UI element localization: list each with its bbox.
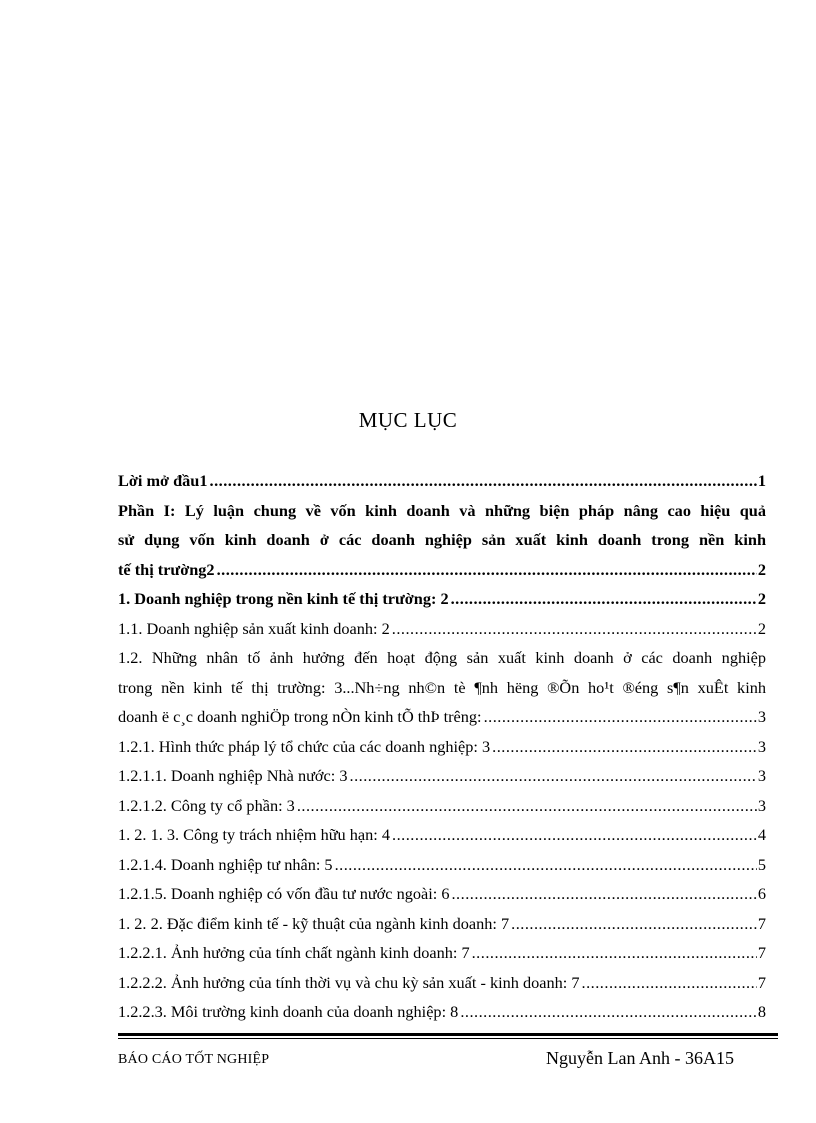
toc-entry[interactable] [118,791,766,821]
toc-entry[interactable] [118,968,766,998]
toc-entry-page: 7 [757,913,766,933]
toc-entry-text: Lời mở đầu1 [118,471,208,490]
toc-entry[interactable] [118,761,766,791]
toc-entry-page: 3 [757,707,766,726]
toc-entry-line[interactable]: sử dụng vốn kinh doanh ở các doanh nghiệp sản xuất kinh doanh trong nền kinh [118,530,766,549]
toc-entry-text: 1.2.1. Hình thức pháp lý tổ chức của các doanh nghiệp: 3 [118,736,491,756]
toc-entry-page: 2 [757,618,766,638]
dot-leader [333,850,757,880]
dot-leader [580,968,757,998]
toc-entry-page: 3 [757,795,766,815]
dot-leader [390,614,757,644]
dot-leader [482,702,757,732]
dot-leader [295,791,757,821]
toc-entry[interactable] [118,850,766,880]
toc-entry-text: 1.2.1.5. Doanh nghiệp có vốn đầu tư nước ngoài: 6 [118,884,450,903]
toc-entry[interactable] [118,584,766,614]
toc-entry-page: 2 [757,589,766,608]
toc-entry[interactable] [118,909,766,939]
toc-entry-page: 3 [757,766,766,785]
dot-leader [470,938,757,968]
toc-entry-page: 6 [757,884,766,903]
toc-entry[interactable] [118,702,766,732]
toc-entry[interactable] [118,879,766,909]
toc-entry-line[interactable]: 1.2. Những nhân tố ảnh hưởng đến hoạt động sản xuất kinh doanh ở các doanh nghiệp [118,648,766,667]
toc-entry-text: 1.2.1.1. Doanh nghiệp Nhà nước: 3 [118,766,348,785]
toc-entry-page: 5 [757,854,766,874]
footer-divider-thin [118,1038,778,1039]
toc-entry-text: 1.2.2.3. Môi trường kinh doanh của doanh nghiệp: 8 [118,1002,459,1021]
dot-leader [215,555,757,585]
toc-entry-page: 7 [757,972,766,992]
dot-leader [449,879,756,909]
toc-entry-text: doanh ë c¸c doanh nghiÖp trong nÒn kinh tÕ thÞ trêng: [118,707,482,726]
table-of-contents [118,466,766,1027]
toc-entry-line[interactable]: trong nền kinh tế thị trường: 3...Nh÷ng nh©n tè ¶nh hëng ®Õn ho¹t ®éng s¶n xuÊt kinh [118,677,766,697]
toc-entry-text: 1.1. Doanh nghiệp sản xuất kinh doanh: 2 [118,618,390,638]
toc-entry-text: tế thị trường2 [118,559,215,579]
footer-report-label: BÁO CÁO TỐT NGHIỆP [118,1052,270,1067]
toc-entry[interactable] [118,466,766,496]
toc-title: MỤC LỤC [358,408,458,432]
dot-leader [449,584,757,614]
dot-leader [390,820,757,850]
toc-entry-page: 3 [757,736,766,756]
dot-leader [458,997,757,1027]
footer-divider-thick [118,1033,778,1036]
toc-entry-page: 7 [757,943,766,962]
toc-entry-text: 1.2.1.4. Doanh nghiệp tư nhân: 5 [118,854,333,874]
dot-leader [509,909,757,939]
toc-entry-text: 1.2.2.1. Ảnh hưởng của tính chất ngành kinh doanh: 7 [118,943,470,962]
dot-leader [348,761,757,791]
toc-entry-line[interactable]: Phần I: Lý luận chung về vốn kinh doanh và những biện pháp nâng cao hiệu quả [118,500,766,520]
toc-entry-text: 1.2.2.2. Ảnh hưởng của tính thời vụ và chu kỳ sản xuất - kinh doanh: 7 [118,972,580,992]
toc-entry-text: 1.2.1.2. Công ty cổ phần: 3 [118,795,295,815]
toc-entry-text: 1. Doanh nghiệp trong nền kinh tế thị trường: 2 [118,589,449,608]
toc-entry[interactable] [118,938,766,968]
toc-entry[interactable] [118,997,766,1027]
toc-entry-page: 8 [757,1002,766,1021]
toc-entry[interactable] [118,555,766,585]
dot-leader [208,466,757,496]
toc-entry[interactable] [118,732,766,762]
footer-author: Nguyễn Lan Anh - 36A15 [546,1048,734,1068]
toc-entry-page: 2 [757,559,766,579]
toc-entry-text: 1. 2. 2. Đặc điểm kinh tế - kỹ thuật của ngành kinh doanh: 7 [118,913,510,933]
dot-leader [490,732,757,762]
toc-entry-page: 1 [757,471,766,490]
toc-entry[interactable] [118,614,766,644]
toc-entry-page: 4 [757,825,766,844]
toc-entry-text: 1. 2. 1. 3. Công ty trách nhiệm hữu hạn: 4 [118,825,391,844]
toc-entry[interactable] [118,820,766,850]
